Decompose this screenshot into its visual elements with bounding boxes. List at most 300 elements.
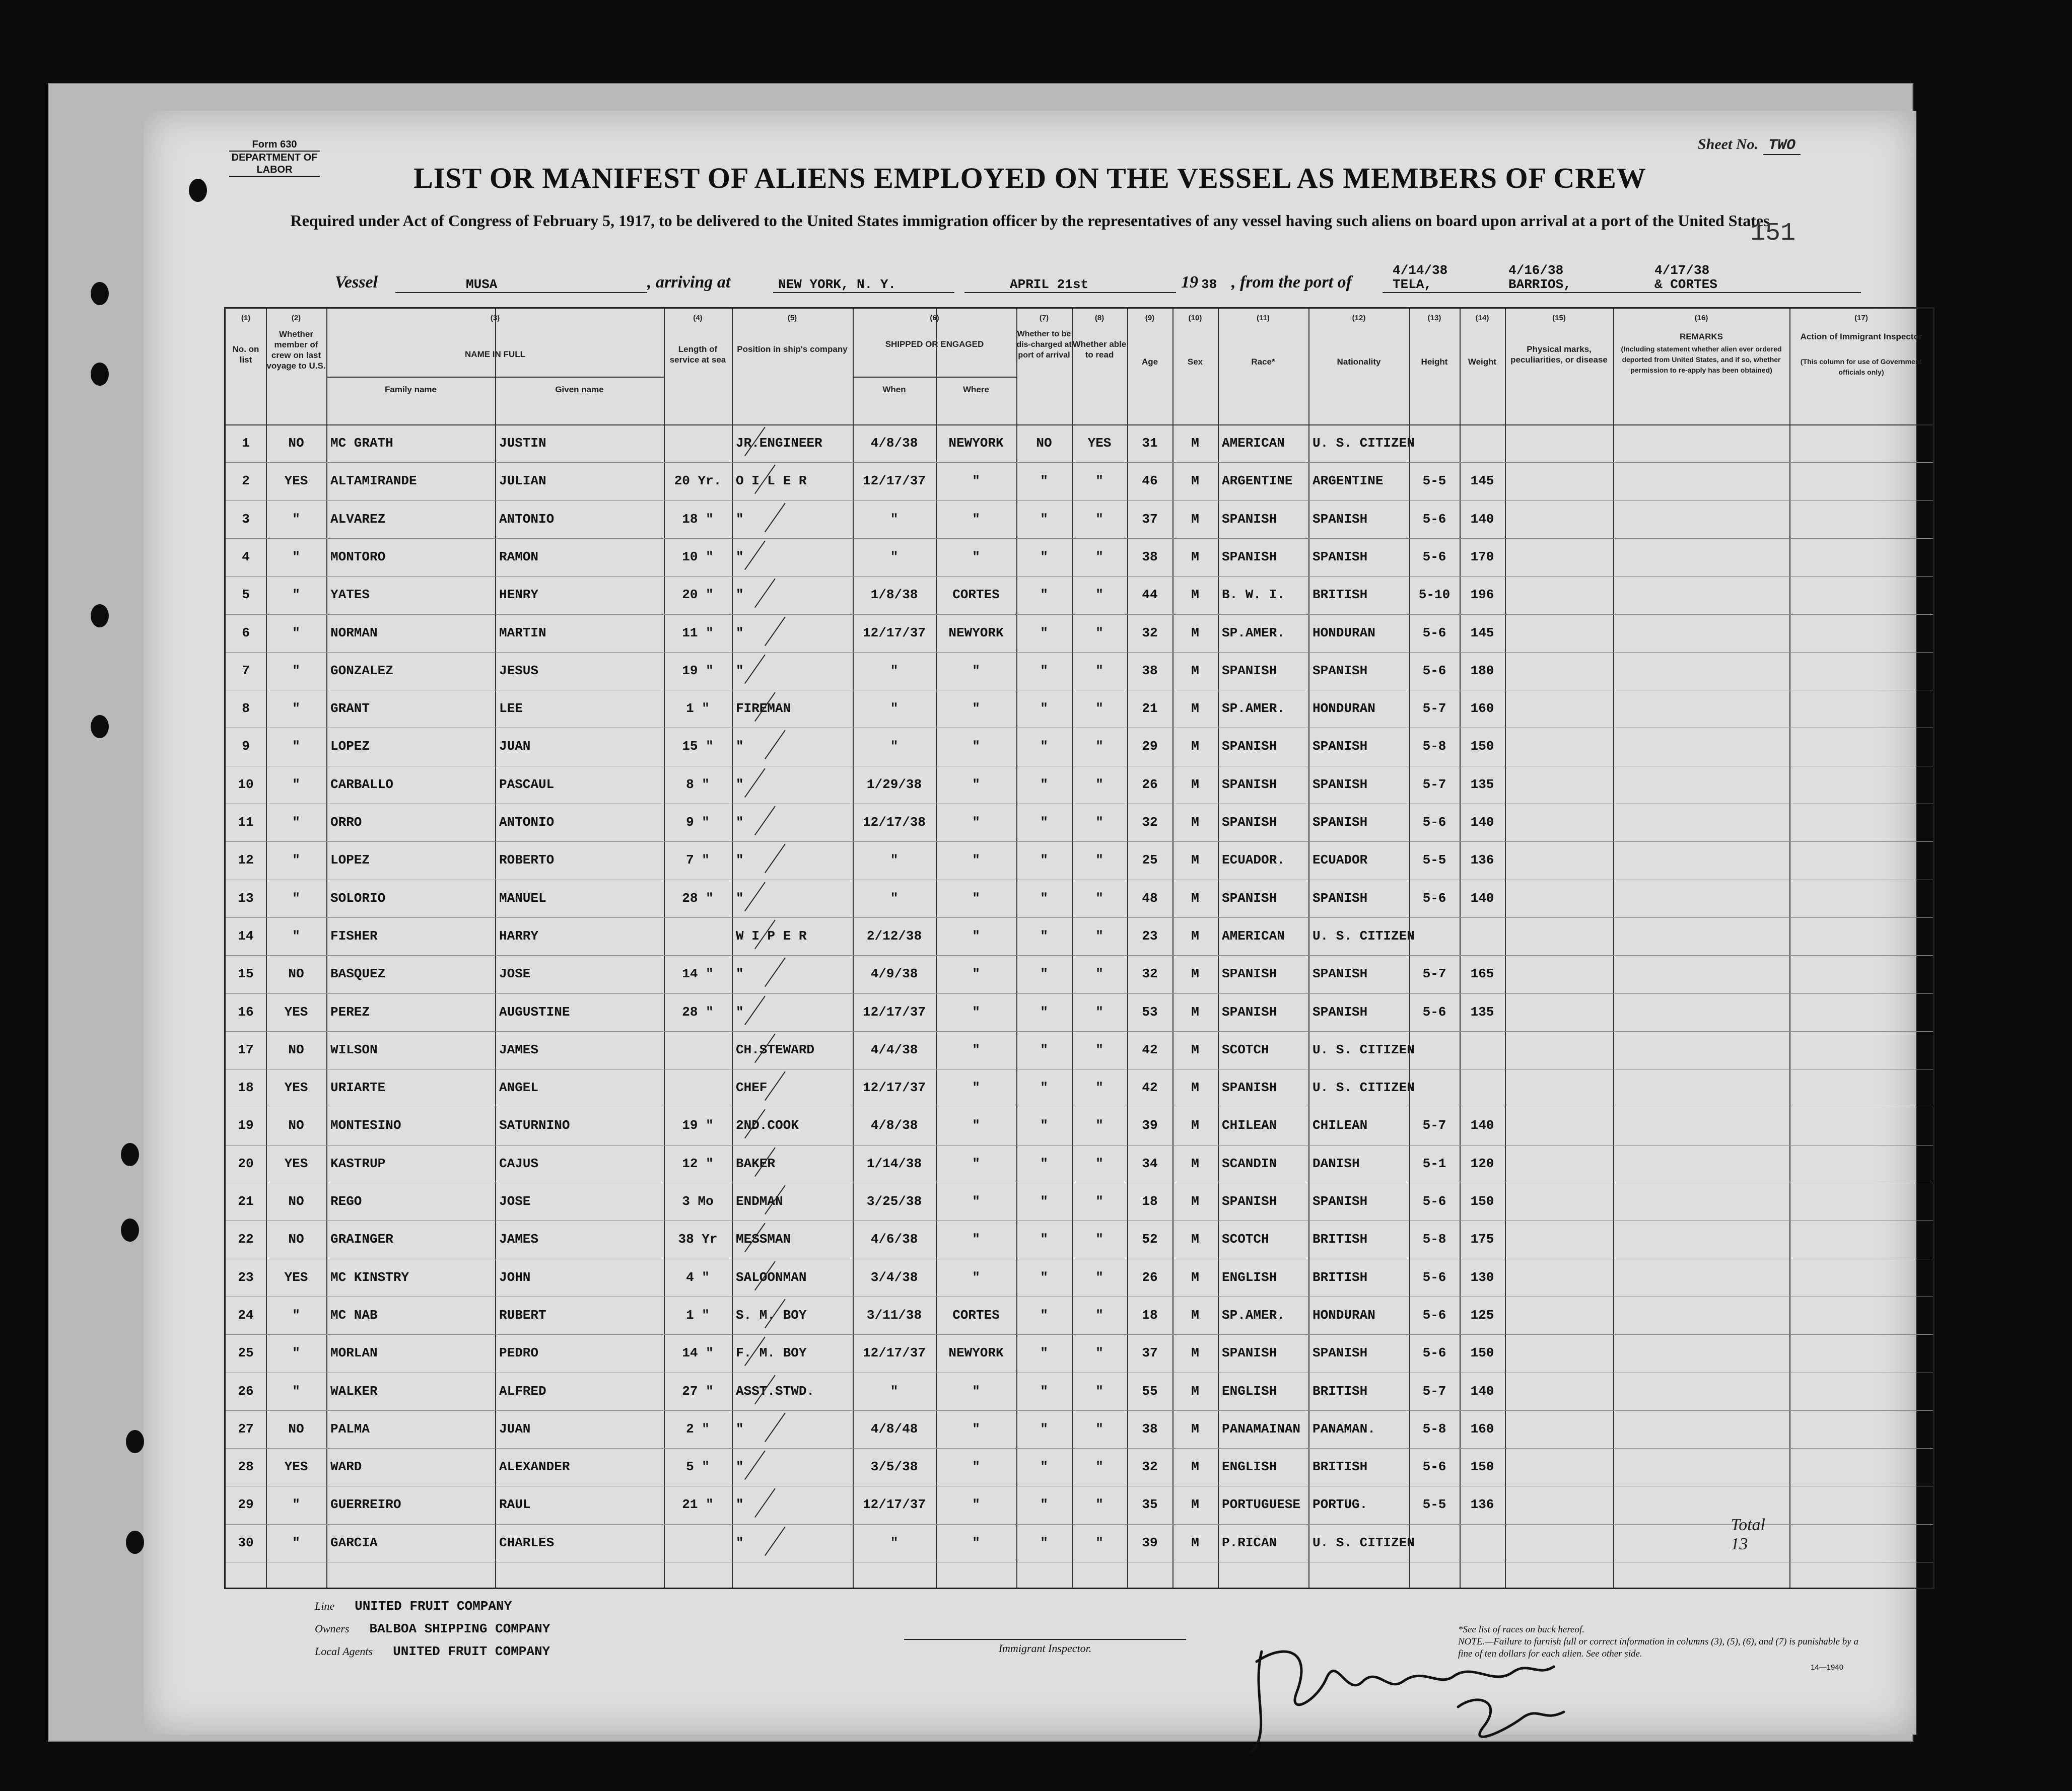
cell-member: " [292, 511, 300, 527]
cell-family: NORMAN [330, 625, 378, 640]
cell-where: CORTES [952, 587, 1000, 603]
cell-where: " [972, 1459, 980, 1475]
header-able-to-read: Whether able to read [1072, 339, 1127, 360]
cell-member: " [292, 852, 300, 868]
column-number: (4) [693, 314, 703, 322]
cell-read: " [1095, 1497, 1103, 1513]
cell-family: GRAINGER [330, 1232, 393, 1247]
cell-family: CARBALLO [330, 776, 393, 792]
cell-when: 4/6/38 [870, 1232, 918, 1247]
punch-hole [121, 1143, 139, 1166]
row-rule [226, 1524, 1933, 1525]
cell-discharged: " [1040, 1497, 1048, 1513]
cell-discharged: " [1040, 1118, 1048, 1133]
cell-sex: M [1191, 511, 1199, 527]
cell-length: 20 Yr. [674, 473, 722, 489]
cell-when: 4/8/48 [870, 1421, 918, 1437]
cell-race: P.RICAN [1222, 1535, 1277, 1550]
cell-given: JOSE [499, 1194, 531, 1209]
cell-position: " [736, 1497, 744, 1513]
cell-sex: M [1191, 1345, 1199, 1361]
cell-no: 20 [238, 1156, 254, 1171]
column-number: (12) [1352, 314, 1366, 322]
cell-family: YATES [330, 587, 370, 603]
cell-where: " [972, 549, 980, 564]
cell-length: 27 " [682, 1383, 714, 1399]
cell-age: 29 [1142, 739, 1158, 754]
vessel-label: Vessel [335, 273, 378, 292]
cell-position: ASST.STWD. [736, 1383, 815, 1399]
cell-sex: M [1191, 1497, 1199, 1513]
cell-when: 12/17/37 [863, 1497, 926, 1513]
cell-family: MC NAB [330, 1307, 378, 1323]
punch-hole [126, 1430, 144, 1453]
cell-no: 21 [238, 1194, 254, 1209]
cell-sex: M [1191, 890, 1199, 906]
cell-where: CORTES [952, 1307, 1000, 1323]
cell-discharged: " [1040, 928, 1048, 944]
cell-length: 5 " [686, 1459, 710, 1475]
cell-race: PANAMAINAN [1222, 1421, 1301, 1437]
header-given-name: Given name [555, 385, 604, 394]
cell-given: RUBERT [499, 1307, 546, 1323]
cell-where: " [972, 663, 980, 678]
column-number: (1) [241, 314, 251, 322]
from-date-1: 4/14/38 [1393, 263, 1448, 278]
cell-length: 14 " [682, 1345, 714, 1361]
cell-no: 22 [238, 1232, 254, 1247]
cell-weight: 140 [1470, 890, 1494, 906]
cell-where: " [972, 1042, 980, 1057]
cell-where: " [972, 511, 980, 527]
cell-nationality: SPANISH [1313, 890, 1368, 906]
cell-given: RAMON [499, 549, 539, 564]
cell-weight: 170 [1470, 549, 1494, 564]
cell-when: 1/29/38 [866, 776, 922, 792]
cell-position: " [736, 663, 744, 678]
cell-when: " [890, 701, 899, 717]
cell-no: 25 [238, 1345, 254, 1361]
cell-no: 28 [238, 1459, 254, 1475]
header-remarks: REMARKS [1680, 332, 1723, 341]
cell-weight: 125 [1470, 1307, 1494, 1323]
cell-position: " [736, 587, 744, 603]
cell-read: " [1095, 587, 1103, 603]
cell-nationality: SPANISH [1313, 549, 1368, 564]
cell-given: RAUL [499, 1497, 531, 1513]
cell-member: YES [284, 1156, 308, 1171]
cell-given: JULIAN [499, 473, 546, 489]
cell-discharged: " [1040, 587, 1048, 603]
cell-age: 18 [1142, 1307, 1158, 1323]
cell-discharged: " [1040, 890, 1048, 906]
cell-where: " [972, 1383, 980, 1399]
cell-position: " [736, 776, 744, 792]
cell-member: NO [288, 966, 304, 982]
column-number: (3) [490, 314, 500, 322]
cell-member: " [292, 890, 300, 906]
cell-member: YES [284, 1459, 308, 1475]
cell-member: " [292, 1497, 300, 1513]
cell-race: ENGLISH [1222, 1459, 1277, 1475]
inspector-line: Immigrant Inspector. [904, 1639, 1186, 1655]
cell-member: " [292, 587, 300, 603]
cell-age: 23 [1142, 928, 1158, 944]
page-subtitle: Required under Act of Congress of February 5, 1917, to be delivered to the United States immigration officer by the representatives of any vessel having such aliens on board upon arrival at a port of the United States [290, 211, 1770, 230]
page-number-stamp: 151 [1750, 219, 1795, 248]
sheet-number: Sheet No. TWO [1698, 136, 1801, 154]
cell-length: 11 " [682, 625, 714, 640]
cell-read: " [1095, 1459, 1103, 1475]
cell-position: 2ND.COOK [736, 1118, 799, 1133]
cell-given: HARRY [499, 928, 539, 944]
inspector-signature [1241, 1631, 1594, 1762]
cell-weight: 140 [1470, 815, 1494, 830]
cell-family: BASQUEZ [330, 966, 386, 982]
cell-given: JESUS [499, 663, 539, 678]
cell-height: 5-7 [1422, 701, 1446, 717]
cell-nationality: SPANISH [1313, 1004, 1368, 1020]
cell-weight: 165 [1470, 966, 1494, 982]
cell-when: " [890, 852, 899, 868]
header-subrule [853, 377, 1016, 378]
cell-height: 5-6 [1422, 511, 1446, 527]
cell-race: SP.AMER. [1222, 701, 1285, 717]
cell-where: " [972, 815, 980, 830]
header-nationality: Nationality [1337, 357, 1381, 367]
header-remarks-note: (Including statement whether alien ever ordered deported from United States, and if so, whether permission to re-apply has been obtained) [1621, 345, 1782, 374]
cell-weight: 140 [1470, 511, 1494, 527]
punch-hole [91, 282, 109, 305]
cell-race: SPANISH [1222, 1004, 1277, 1020]
cell-discharged: " [1040, 1042, 1048, 1057]
cell-age: 26 [1142, 776, 1158, 792]
cell-no: 4 [242, 549, 250, 564]
punch-hole [189, 179, 207, 202]
cell-discharged: " [1040, 1421, 1048, 1437]
cell-sex: M [1191, 1156, 1199, 1171]
row-rule [226, 462, 1933, 463]
cell-discharged: " [1040, 549, 1048, 564]
cell-nationality: U. S. CITIZEN [1313, 1042, 1415, 1057]
cell-sex: M [1191, 1232, 1199, 1247]
cell-where: " [972, 1118, 980, 1133]
cell-height: 5-10 [1418, 587, 1451, 603]
row-rule [226, 500, 1933, 501]
cell-race: SPANISH [1222, 1080, 1277, 1096]
cell-read: " [1095, 1156, 1103, 1171]
cell-no: 16 [238, 1004, 254, 1020]
cell-when: 4/4/38 [870, 1042, 918, 1057]
cell-read: " [1095, 1345, 1103, 1361]
cell-where: NEWYORK [948, 1345, 1004, 1361]
vessel-name: MUSA [466, 277, 498, 292]
cell-read: " [1095, 928, 1103, 944]
cell-no: 9 [242, 739, 250, 754]
cell-read: " [1095, 815, 1103, 830]
cell-weight: 140 [1470, 1118, 1494, 1133]
cell-when: 4/9/38 [870, 966, 918, 982]
cell-weight: 145 [1470, 473, 1494, 489]
cell-race: ENGLISH [1222, 1383, 1277, 1399]
cell-age: 46 [1142, 473, 1158, 489]
cell-given: ALEXANDER [499, 1459, 570, 1475]
cell-weight: 175 [1470, 1232, 1494, 1247]
cell-weight: 135 [1470, 776, 1494, 792]
row-rule [226, 538, 1933, 539]
cell-length: 12 " [682, 1156, 714, 1171]
cell-position: " [736, 1535, 744, 1550]
row-rule [226, 1410, 1933, 1411]
cell-race: SPANISH [1222, 549, 1277, 564]
cell-no: 19 [238, 1118, 254, 1133]
punch-hole [126, 1531, 144, 1554]
cell-length: 10 " [682, 549, 714, 564]
header-action-inspector: Action of Immigrant Inspector [1800, 332, 1922, 341]
cell-discharged: " [1040, 1232, 1048, 1247]
sheet-number-value: TWO [1763, 137, 1801, 155]
cell-weight: 160 [1470, 701, 1494, 717]
row-rule [226, 614, 1933, 615]
cell-race: AMERICAN [1222, 928, 1285, 944]
cell-length: 19 " [682, 663, 714, 678]
header-physical-marks: Physical marks, peculiarities, or disease [1510, 344, 1608, 365]
row-rule [226, 955, 1933, 956]
cell-member: " [292, 1307, 300, 1323]
cell-where: " [972, 1004, 980, 1020]
cell-age: 53 [1142, 1004, 1158, 1020]
cell-family: LOPEZ [330, 852, 370, 868]
cell-sex: M [1191, 1118, 1199, 1133]
cell-age: 38 [1142, 1421, 1158, 1437]
cell-when: 1/14/38 [866, 1156, 922, 1171]
cell-sex: M [1191, 928, 1199, 944]
cell-where: " [972, 1535, 980, 1550]
cell-discharged: " [1040, 815, 1048, 830]
cell-family: MORLAN [330, 1345, 378, 1361]
cell-race: SCOTCH [1222, 1042, 1269, 1057]
header-name-in-full: NAME IN FULL [465, 349, 525, 359]
cell-length: 2 " [686, 1421, 710, 1437]
cell-nationality: SPANISH [1313, 1194, 1368, 1209]
cell-sex: M [1191, 1535, 1199, 1550]
cell-nationality: HONDURAN [1313, 1307, 1375, 1323]
cell-member: NO [288, 1042, 304, 1057]
cell-when: 12/17/37 [863, 473, 926, 489]
cell-read: " [1095, 739, 1103, 754]
cell-race: SPANISH [1222, 966, 1277, 982]
cell-where: " [972, 701, 980, 717]
cell-member: " [292, 1383, 300, 1399]
cell-position: " [736, 549, 744, 564]
cell-read: " [1095, 1042, 1103, 1057]
cell-no: 14 [238, 928, 254, 944]
cell-read: " [1095, 1194, 1103, 1209]
cell-sex: M [1191, 815, 1199, 830]
cell-race: SPANISH [1222, 663, 1277, 678]
punch-hole [121, 1219, 139, 1242]
cell-nationality: HONDURAN [1313, 701, 1375, 717]
cell-member: " [292, 701, 300, 717]
cell-given: ANGEL [499, 1080, 539, 1096]
cell-when: 3/11/38 [866, 1307, 922, 1323]
cell-height: 5-7 [1422, 1118, 1446, 1133]
cell-race: SPANISH [1222, 776, 1277, 792]
cell-age: 32 [1142, 1459, 1158, 1475]
column-number: (7) [1039, 314, 1049, 322]
cell-race: ARGENTINE [1222, 473, 1293, 489]
cell-family: WARD [330, 1459, 362, 1475]
cell-read: " [1095, 1004, 1103, 1020]
cell-height: 5-6 [1422, 625, 1446, 640]
cell-where: " [972, 1269, 980, 1285]
cell-age: 31 [1142, 436, 1158, 451]
cell-where: " [972, 739, 980, 754]
form-department: DEPARTMENT OF LABOR [229, 151, 320, 177]
cell-length: 18 " [682, 511, 714, 527]
cell-length: 28 " [682, 890, 714, 906]
cell-no: 11 [238, 815, 254, 830]
header-member-last-voyage: Whether member of crew on last voyage to U.S. [266, 329, 326, 371]
cell-race: AMERICAN [1222, 436, 1285, 451]
cell-nationality: DANISH [1313, 1156, 1360, 1171]
cell-height: 5-6 [1422, 1307, 1446, 1323]
cell-given: MARTIN [499, 625, 546, 640]
header-no-on-list: No. on list [232, 344, 259, 365]
cell-nationality: BRITISH [1313, 1232, 1368, 1247]
cell-family: LOPEZ [330, 739, 370, 754]
cell-length: 19 " [682, 1118, 714, 1133]
cell-family: PALMA [330, 1421, 370, 1437]
cell-position: " [736, 1459, 744, 1475]
cell-read: " [1095, 1307, 1103, 1323]
cell-read: " [1095, 890, 1103, 906]
cell-given: PEDRO [499, 1345, 539, 1361]
cell-discharged: " [1040, 1383, 1048, 1399]
cell-length: 1 " [686, 1307, 710, 1323]
cell-read: " [1095, 1080, 1103, 1096]
cell-position: " [736, 1421, 744, 1437]
cell-age: 38 [1142, 549, 1158, 564]
cell-read: " [1095, 1421, 1103, 1437]
cell-length: 1 " [686, 701, 710, 717]
cell-family: ALVAREZ [330, 511, 386, 527]
cell-no: 3 [242, 511, 250, 527]
cell-height: 5-6 [1422, 549, 1446, 564]
cell-height: 5-5 [1422, 852, 1446, 868]
column-number: (16) [1694, 314, 1708, 322]
cell-family: PEREZ [330, 1004, 370, 1020]
from-date-3: 4/17/38 [1654, 263, 1710, 278]
cell-height: 5-7 [1422, 966, 1446, 982]
cell-age: 37 [1142, 1345, 1158, 1361]
cell-read: " [1095, 776, 1103, 792]
fine-note: NOTE.—Failure to furnish full or correct information in columns (3), (5), (6), and (7) is punishable by a fine of ten dollars for each alien. See other side. [1458, 1636, 1858, 1659]
cell-given: ANTONIO [499, 815, 555, 830]
cell-age: 38 [1142, 663, 1158, 678]
arrival-date: APRIL 21st [1010, 277, 1089, 292]
cell-member: " [292, 815, 300, 830]
cell-length: 8 " [686, 776, 710, 792]
cell-when: " [890, 549, 899, 564]
cell-no: 23 [238, 1269, 254, 1285]
arriving-label: , arriving at [647, 273, 731, 292]
cell-sex: M [1191, 1269, 1199, 1285]
cell-discharged: " [1040, 1535, 1048, 1550]
cell-sex: M [1191, 776, 1199, 792]
cell-weight: 160 [1470, 1421, 1494, 1437]
cell-read: " [1095, 1232, 1103, 1247]
header-family-name: Family name [385, 385, 437, 394]
cell-age: 32 [1142, 966, 1158, 982]
cell-given: JAMES [499, 1042, 539, 1057]
cell-where: " [972, 1232, 980, 1247]
cell-sex: M [1191, 549, 1199, 564]
cell-no: 26 [238, 1383, 254, 1399]
crew-table [224, 307, 1935, 1589]
cell-discharged: " [1040, 701, 1048, 717]
cell-position: ENDMAN [736, 1194, 783, 1209]
cell-age: 39 [1142, 1535, 1158, 1550]
row-rule [226, 652, 1933, 653]
row-rule [226, 576, 1933, 577]
cell-member: " [292, 549, 300, 564]
cell-race: ENGLISH [1222, 1269, 1277, 1285]
column-number: (2) [291, 314, 301, 322]
cell-nationality: PANAMAN. [1313, 1421, 1375, 1437]
cell-discharged: " [1040, 1459, 1048, 1475]
cell-discharged: " [1040, 1004, 1048, 1020]
header-shipped-engaged: SHIPPED OR ENGAGED [885, 339, 984, 349]
cell-weight: 136 [1470, 1497, 1494, 1513]
cell-no: 30 [238, 1535, 254, 1550]
cell-given: ROBERTO [499, 852, 555, 868]
cell-discharged: " [1040, 511, 1048, 527]
cell-position: CH.STEWARD [736, 1042, 815, 1057]
cell-given: JOSE [499, 966, 531, 982]
cell-family: GONZALEZ [330, 663, 393, 678]
cell-weight: 150 [1470, 1194, 1494, 1209]
cell-race: SPANISH [1222, 890, 1277, 906]
cell-sex: M [1191, 739, 1199, 754]
cell-length: 3 Mo [682, 1194, 714, 1209]
line-value: UNITED FRUIT COMPANY [355, 1599, 512, 1614]
cell-height: 5-8 [1422, 1232, 1446, 1247]
page-title: LIST OR MANIFEST OF ALIENS EMPLOYED ON THE VESSEL AS MEMBERS OF CREW [413, 162, 1646, 194]
cell-length: 20 " [682, 587, 714, 603]
column-number: (14) [1475, 314, 1489, 322]
cell-weight: 145 [1470, 625, 1494, 640]
cell-weight: 135 [1470, 1004, 1494, 1020]
cell-where: " [972, 852, 980, 868]
cell-family: GARCIA [330, 1535, 378, 1550]
cell-when: 4/8/38 [870, 436, 918, 451]
cell-discharged: " [1040, 1269, 1048, 1285]
cell-race: SP.AMER. [1222, 1307, 1285, 1323]
cell-where: " [972, 890, 980, 906]
cell-height: 5-7 [1422, 1383, 1446, 1399]
cell-sex: M [1191, 701, 1199, 717]
cell-discharged: " [1040, 739, 1048, 754]
cell-discharged: " [1040, 473, 1048, 489]
cell-when: " [890, 511, 899, 527]
cell-nationality: PORTUG. [1313, 1497, 1368, 1513]
owners-row: Owners BALBOA SHIPPING COMPANY [315, 1621, 550, 1636]
cell-length: 9 " [686, 815, 710, 830]
cell-given: JAMES [499, 1232, 539, 1247]
arrival-year: 38 [1201, 277, 1217, 292]
cell-given: JOHN [499, 1269, 531, 1285]
